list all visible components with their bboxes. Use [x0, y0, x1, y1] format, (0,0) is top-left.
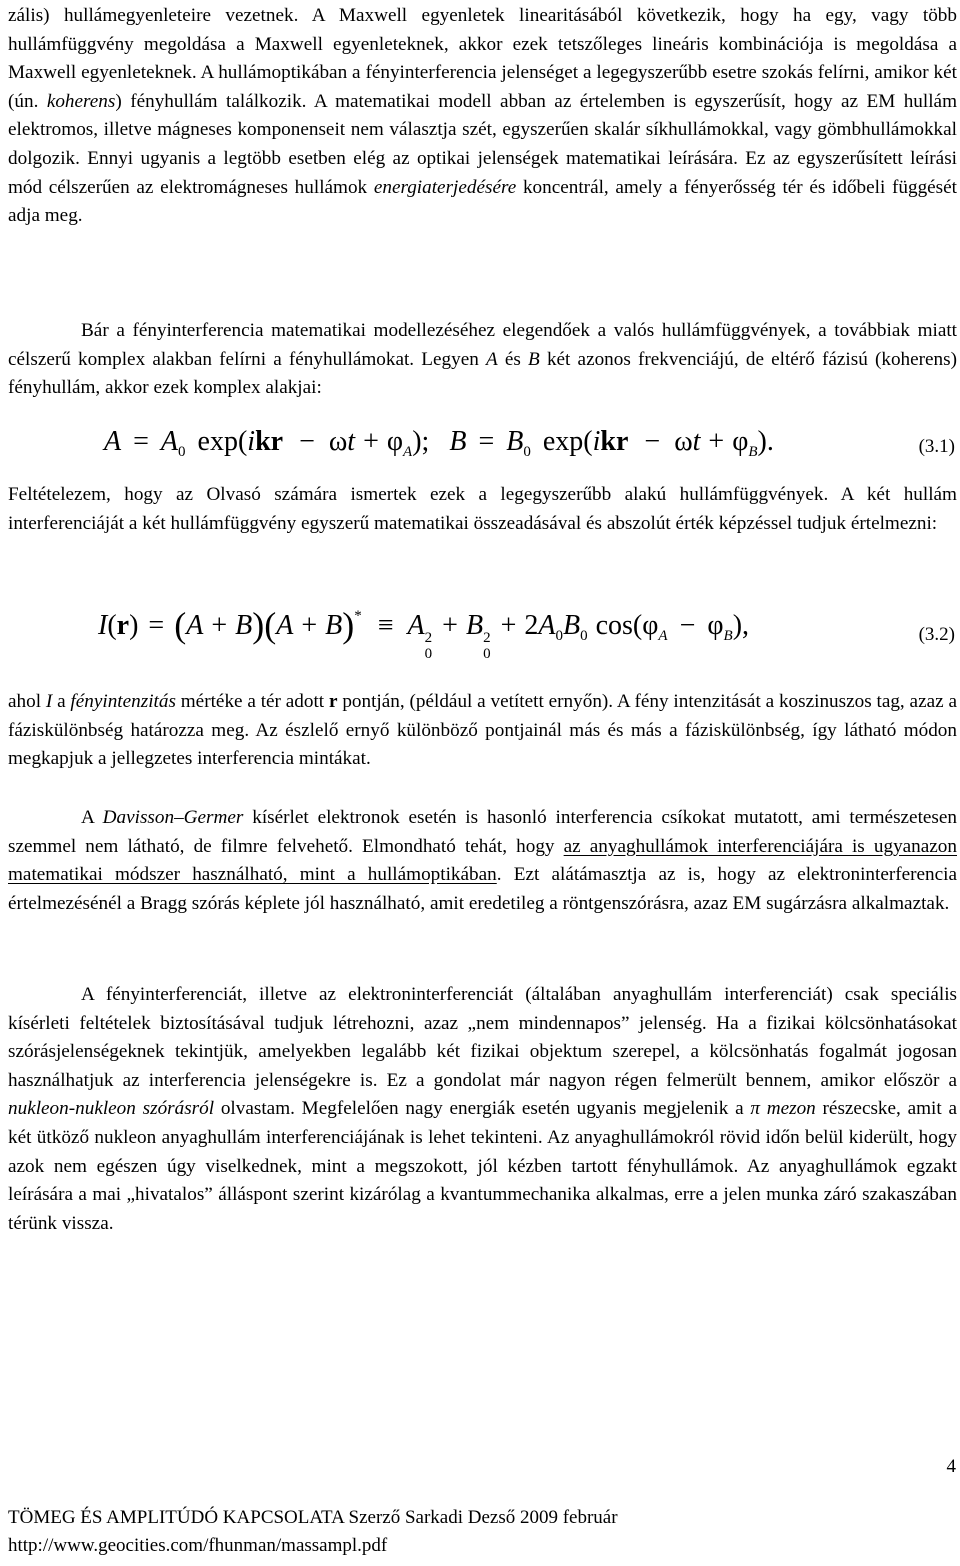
equation-number-3-2: (3.2) — [918, 624, 955, 645]
equation-3-2: I(r) = (A + B)(A + B)* ≡ A 2 0 + B 2 0 + $2A_0B_0$ $\cos(\varphi_A - \varphi_B)$, (3.2) — [98, 605, 955, 662]
equation-3-1: $A = A_0$ $\exp(ikr - \omega t + \varphi_A)$; $B = B_0$ $\exp(ikr - \omega t + \varphi_B)$. (3.1) — [104, 426, 955, 460]
term-pi-mezon: π mezon — [750, 1098, 816, 1120]
page-number: 4 — [946, 1456, 956, 1477]
footer-url: http://www.geocities.com/fhunman/massampl.pdf — [8, 1535, 388, 1556]
paragraph-maxwell: zális) hullámegyenleteire vezetnek. A Maxwell egyenletek linearitásából következik, hogy ha egy, vagy több hullámfüggvény megoldása a Maxwell egyenleteknek, akkor ezek tetszőleges lineáris kombinációja is megoldása a Maxwell egyenleteknek. A hullámoptikában a fényinterferencia jelenséget a legegyszerűbb esetre szokás felírni, amikor két (ún. koherens) fényhullám találkozik. A matematikai modell abban az értelemben is egyszerűsít, hogy az EM hullám elektromos, illetve mágneses komponenseit nem választja szét, egyszerűen skalár síkhullámokkal, vagy gömbhullámokkal dolgozik. Ennyi ugyanis a legtöbb esetben elég az optikai jelenségek matematikai leírására. Ez az egyszerűsített leírási mód célszerűen az elektromágneses hullámok energiaterjedésére koncentrál, amely a fényerősség tér és időbeli függését adja meg. — [8, 5, 957, 227]
term-koherens: koherens — [46, 90, 116, 112]
paragraph-intensity: ahol I a fényintenzitás mértéke a tér adott r pontján, (például a vetített ernyőn). A fény intenzitását a koszinuszos tag, azaz a fáziskülönbség határozza meg. Az észlelő ernyő különböző pontjainál más és más a fáziskülönbség, így látható módon megkapjuk a jellegzetes interferencia mintákat. — [8, 691, 957, 770]
paragraph-interference-intro: Feltételezem, hogy az Olvasó számára ismertek ezek a legegyszerűbb alakú hullámfüggvények. A két hullám interferenciáját a két hullámfüggvény egyszerű matematikai összeadásával és abszolút érték képzéssel tudjuk értelmezni: — [8, 484, 957, 534]
term-davisson-germer: Davisson–Germer — [102, 807, 244, 828]
paragraph-complex-form: Bár a fényinterferencia matematikai modellezéséhez elegendőek a valós hullámfüggvények, a továbbiak miatt célszerű komplex alakban felírni a fényhullámokat. Legyen A és B két azonos frekvenciájú, de eltérő fázisú (koherens) fényhullám, akkor ezek komplex alakjai: — [8, 320, 958, 399]
underlined-statement: az anyaghullámok interferenciájára is ugyanazon matematikai módszer használható, mint a hullámoptikában — [8, 835, 957, 886]
term-nukleon-szoras: nukleon-nukleon szórásról — [8, 1098, 215, 1120]
equation-number-3-1: (3.1) — [918, 436, 955, 457]
term-fenyintenzitas: fényintenzitás — [70, 691, 176, 712]
paragraph-electron-interference: A fényinterferenciát, illetve az elektroninterferenciát (általában anyaghullám interferenciát) csak speciális kísérleti feltételek biztosításával tudjuk létrehozni, azaz „nem mindennapos” jelenség. Ha a fizikai kölcsönhatásokat szórásjelenségeknek tekintjük, amelyekben legalább két fizikai objektum szerepel, a kölcsönhatás fogalmát jogosan használhatjuk az interferencia jelenségekre is. Ez a gondolat már nagyon régen felmerült bennem, amikor először a nukleon-nukleon szórásról olvastam. Megfelelően nagy energiák esetén ugyanis megjelenik a π mezon részecske, amit a két ütköző nukleon anyaghullám interferenciájának is lehet tekinteni. Az anyaghullámokról rövid időn belül kiderült, hogy azok nem egészen úgy viselkednek, mint a megszokott, jól kézben tartott fényhullámok. Az anyaghullámok egzakt leírására a mai „hivatalos” álláspont szerint kizárólag a kvantummechanika alkalmas, erre a jelen munka záró szakaszában térünk vissza. — [8, 984, 957, 1234]
paragraph-davisson-germer: A Davisson–Germer kísérlet elektronok esetén is hasonló interferencia csíkokat mutatott, ami természetesen szemmel nem látható, de filmre felvehető. Elmondható tehát, hogy az anyaghullámok interferenciájára is ugyanazon matematikai módszer használható, mint a hullámoptikában. Ezt alátámasztja az is, hogy az elektroninterferencia értelmezésénél a Bragg szórás képlete jól használható, amit eredetileg a röntgenszórásra, azaz EM sugárzásra alkalmaztak. — [8, 807, 957, 914]
term-energiaterjedes: energiaterjedésére — [373, 176, 517, 198]
footer-title: TÖMEG ÉS AMPLITÚDÓ KAPCSOLATA Szerző Sarkadi Dezső 2009 február — [8, 1507, 618, 1528]
